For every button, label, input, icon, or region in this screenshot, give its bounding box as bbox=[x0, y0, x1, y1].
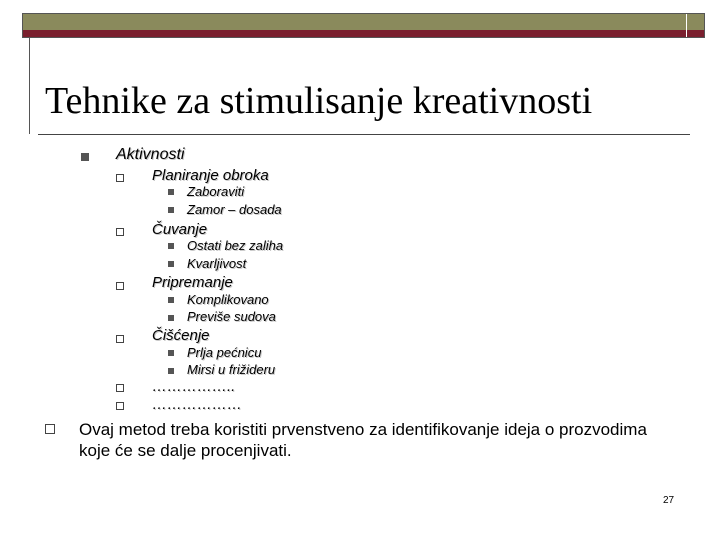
filled-square-bullet-icon bbox=[168, 261, 174, 267]
maroon-stripe bbox=[23, 30, 704, 37]
ellipsis-line: …………….. bbox=[152, 378, 236, 395]
filled-square-bullet-icon bbox=[168, 207, 174, 213]
filled-square-bullet-icon bbox=[168, 368, 174, 374]
left-rule bbox=[29, 38, 30, 134]
header-decoration-bar bbox=[22, 13, 705, 38]
maroon-corner-block bbox=[686, 30, 704, 37]
filled-square-bullet-icon bbox=[168, 297, 174, 303]
hollow-square-bullet-icon bbox=[116, 402, 124, 410]
hollow-square-bullet-icon bbox=[116, 384, 124, 392]
page-number: 27 bbox=[663, 495, 675, 506]
group-label: Pripremanje bbox=[152, 274, 233, 291]
body-paragraph: Ovaj metod treba koristiti prvenstveno za identifikovanje ideja o prozvodima koje će se dalje procenjivati. bbox=[79, 420, 647, 460]
hollow-square-bullet-icon bbox=[116, 282, 124, 290]
hollow-square-bullet-icon bbox=[116, 174, 124, 182]
filled-square-bullet-icon bbox=[168, 243, 174, 249]
group-item: Zamor – dosada bbox=[187, 202, 282, 217]
filled-square-bullet-icon bbox=[168, 189, 174, 195]
group-item: Ostati bez zaliha bbox=[187, 238, 284, 253]
group-label: Čišćenje bbox=[152, 327, 210, 344]
hollow-square-bullet-icon bbox=[116, 228, 124, 236]
group-item: Kvarljivost bbox=[187, 256, 247, 271]
hollow-square-bullet-icon bbox=[45, 424, 55, 434]
group-label: Čuvanje bbox=[152, 221, 208, 238]
group-label: Planiranje obroka bbox=[152, 167, 269, 184]
filled-square-bullet-icon bbox=[168, 350, 174, 356]
group-item: Komplikovano bbox=[187, 292, 269, 307]
slide-title: Tehnike za stimulisanje kreativnosti bbox=[45, 80, 593, 122]
title-underline bbox=[38, 134, 690, 135]
group-item: Previše sudova bbox=[187, 309, 276, 324]
olive-corner-block bbox=[686, 14, 704, 31]
level1-label: Aktivnosti bbox=[116, 146, 185, 163]
filled-square-bullet-icon bbox=[168, 315, 174, 321]
ellipsis-line: ……………… bbox=[152, 396, 242, 413]
group-item: Zaboraviti bbox=[187, 184, 245, 199]
filled-square-bullet-icon bbox=[81, 153, 89, 161]
olive-stripe bbox=[23, 14, 704, 31]
hollow-square-bullet-icon bbox=[116, 335, 124, 343]
group-item: Prlja pećnicu bbox=[187, 345, 262, 360]
group-item: Mirsi u frižideru bbox=[187, 362, 276, 377]
